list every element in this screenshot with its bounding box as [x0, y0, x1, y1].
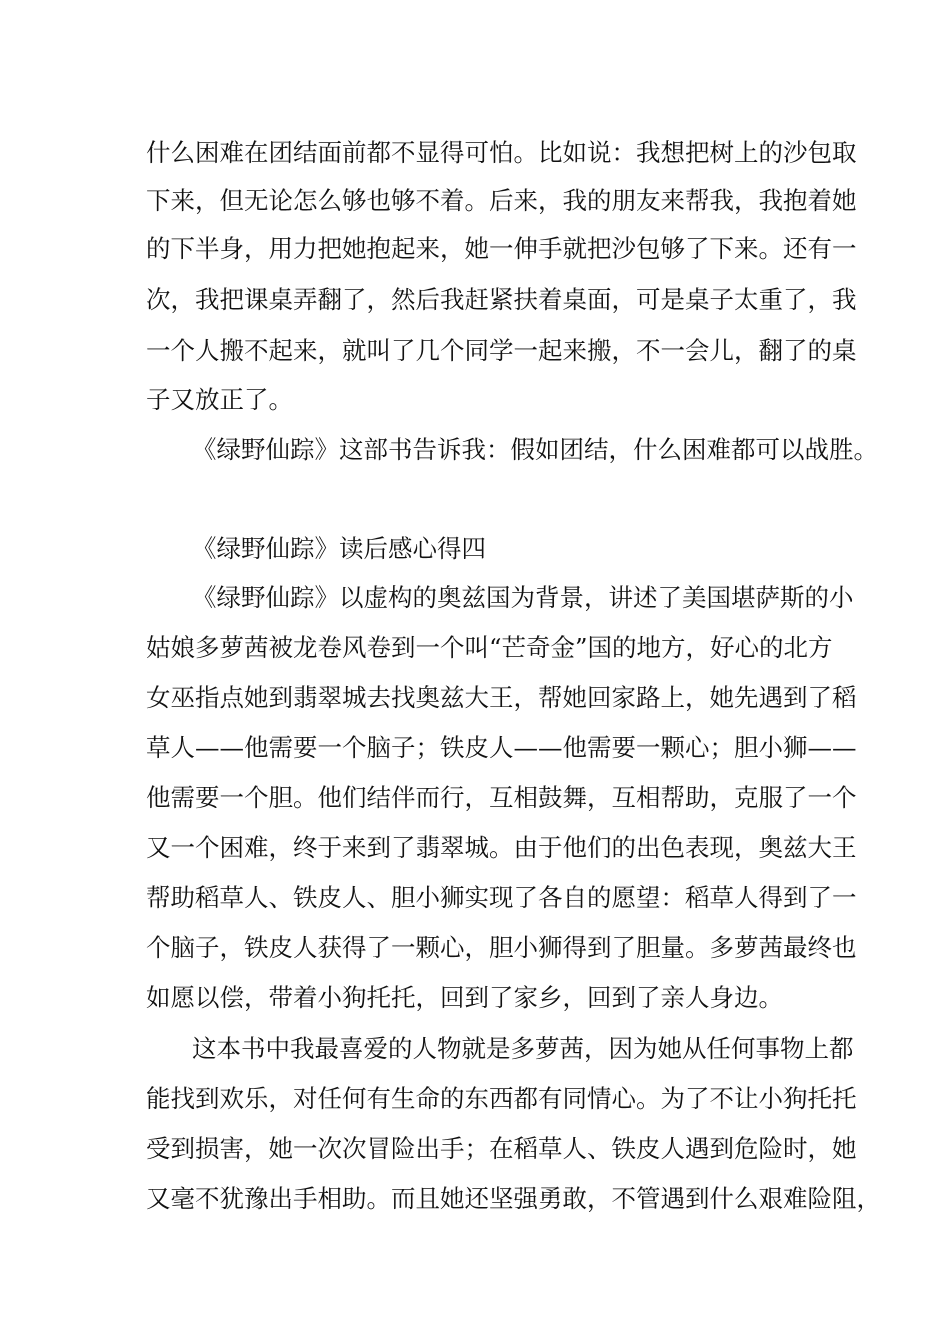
text-line: 这本书中我最喜爱的人物就是多萝茜，因为她从任何事物上都 — [192, 1034, 854, 1063]
text-line: 女巫指点她到翡翠城去找奥兹大王，帮她回家路上，她先遇到了稻 — [146, 683, 857, 712]
text-line: 下来，但无论怎么够也够不着。后来，我的朋友来帮我，我抱着她 — [146, 186, 857, 215]
text-line: 姑娘多萝茜被龙卷风卷到一个叫“芒奇金”国的地方，好心的北方 — [146, 633, 833, 662]
text-line: 次，我把课桌弄翻了，然后我赶紧扶着桌面，可是桌子太重了，我 — [146, 285, 857, 314]
text-line: 什么困难在团结面前都不显得可怕。比如说：我想把树上的沙包取 — [146, 138, 857, 167]
text-line: 《绿野仙踪》以虚构的奥兹国为背景，讲述了美国堪萨斯的小 — [192, 583, 854, 612]
text-line: 能找到欢乐，对任何有生命的东西都有同情心。为了不让小狗托托 — [146, 1084, 857, 1113]
text-line: 子又放正了。 — [146, 385, 293, 414]
text-line: 一个人搬不起来，就叫了几个同学一起来搬，不一会儿，翻了的桌 — [146, 336, 857, 365]
text-line: 草人——他需要一个脑子；铁皮人——他需要一颗心；胆小狮—— — [146, 733, 857, 762]
text-line: 帮助稻草人、铁皮人、胆小狮实现了各自的愿望：稻草人得到了一 — [146, 883, 857, 912]
text-line: 受到损害，她一次次冒险出手；在稻草人、铁皮人遇到危险时，她 — [146, 1134, 857, 1163]
text-line: 又一个困难，终于来到了翡翠城。由于他们的出色表现，奥兹大王 — [146, 833, 857, 862]
text-line: 个脑子，铁皮人获得了一颗心，胆小狮得到了胆量。多萝茜最终也 — [146, 933, 857, 962]
text-line: 他需要一个胆。他们结伴而行，互相鼓舞，互相帮助，克服了一个 — [146, 783, 857, 812]
text-line: 《绿野仙踪》这部书告诉我：假如团结，什么困难都可以战胜。 — [192, 435, 878, 464]
section-title: 《绿野仙踪》读后感心得四 — [192, 534, 486, 563]
text-line: 如愿以偿，带着小狗托托，回到了家乡，回到了亲人身边。 — [146, 983, 783, 1012]
text-line: 的下半身，用力把她抱起来，她一伸手就把沙包够了下来。还有一 — [146, 234, 857, 263]
text-line: 又毫不犹豫出手相助。而且她还坚强勇敢，不管遇到什么艰难险阻， — [146, 1184, 881, 1213]
